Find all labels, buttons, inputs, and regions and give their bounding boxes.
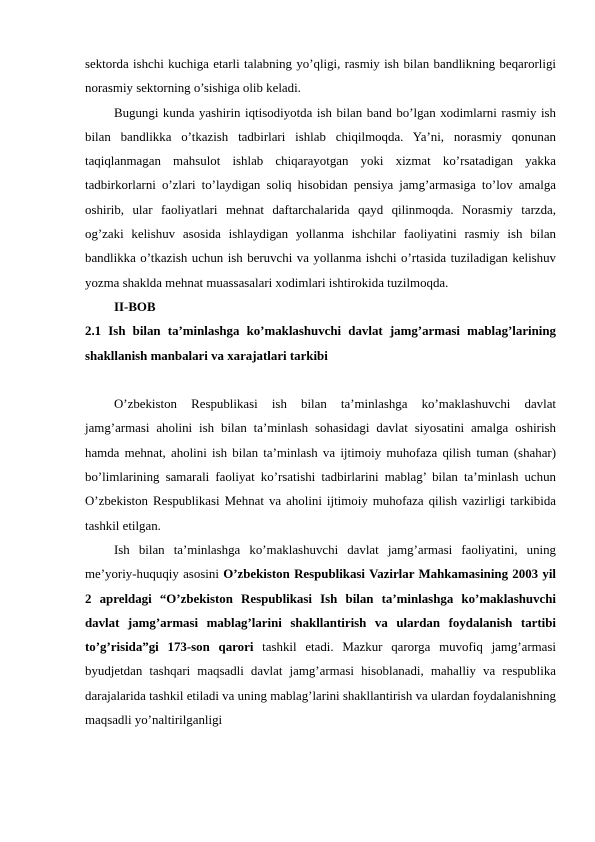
paragraph-2: Bugungi kunda yashirin iqtisodiyotda ish bilan band bo’lgan xodimlarni rasmiy ish bilan bandlikka o’tkazish tadbirlari ishlab chiqilmoqda. Ya’ni, norasmiy qonunan taqiqlanmagan mahsulot ishlab chiqarayotgan yoki xizmat ko’rsatadigan yakka tadbirkorlarni o’zlari to’laydigan soliq hisobidan pensiya jamg’armasiga to’lov amalga oshirib, ular faoliyatlari mehnat daftarchalarida qayd qilinmoqda. Norasmiy tarzda, og’zaki kelishuv asosida ishlaydigan yollanma ishchilar faoliyatini rasmiy ish bilan bandlikka o’tkazish uchun ish beruvchi va yollanma ishchi o’rtasida tuziladigan kelishuv yozma shaklda mehnat muassasalari xodimlari ishtirokida tuzilmoqda. xyxy=(85,105,556,290)
chapter-heading: II-BOB xyxy=(114,299,156,314)
paragraph-4-start: Ish bilan ta’minlashga ko’maklashuvchi davlat jamg’armasi faoliyatini, uning me’yoriy-huquqiy asosini xyxy=(85,542,556,582)
document-page xyxy=(85,52,556,732)
section-title: 2.1 Ish bilan ta’minlashga ko’maklashuvchi davlat jamg’armasi mablag’larining shakllanish manbalari va xarajatlari tarkibi xyxy=(85,324,556,363)
paragraph-1: sektorda ishchi kuchiga etarli talabning yo’qligi, rasmiy ish bilan bandlikning beqarorligi norasmiy sektorning o’sishiga olib keladi. xyxy=(85,57,556,96)
paragraph-3: O’zbekiston Respublikasi ish bilan ta’minlashga ko’maklashuvchi davlat jamg’armasi aholini ish bilan ta’minlash sohasidagi davlat siyosatini amalga oshirish hamda mehnat, aholini ish bilan ta’minlash va ijtimoiy muhofaza qilish tuman (shahar) bo’limlarining samarali faoliyat ko’rsatishi tadbirlarini mablag’ bilan ta’minlash uchun O’zbekiston Respublikasi Mehnat va aholini ijtimoiy muhofaza qilish vazirligi tarkibida tashkil etilgan. xyxy=(85,397,556,533)
decree-reference: O’zbekiston Respublikasi Vazirlar Mahkamasining 2003 yil 2 apreldagi “O’zbekiston Respublikasi Ish bilan ta’minlashga ko’maklashuvchi davlat jamg’armasi mablag’larini shakllantirish va ulardan foydalanish tartibi to’g’risida”gi 173-son qarori xyxy=(85,567,556,655)
paragraph-4-end: tashkil etadi. Mazkur qarorga muvofiq jamg’armasi byudjetdan tashqari maqsadli davlat jamg’armasi hisoblanadi, mahalliy va respublika darajalarida tashkil etiladi va uning mablag’larini shakllantirish va ulardan foydalanishning maqsadli yo’naltirilganligi xyxy=(85,640,556,728)
blank-line xyxy=(85,368,556,392)
paragraph-4 xyxy=(85,538,556,732)
